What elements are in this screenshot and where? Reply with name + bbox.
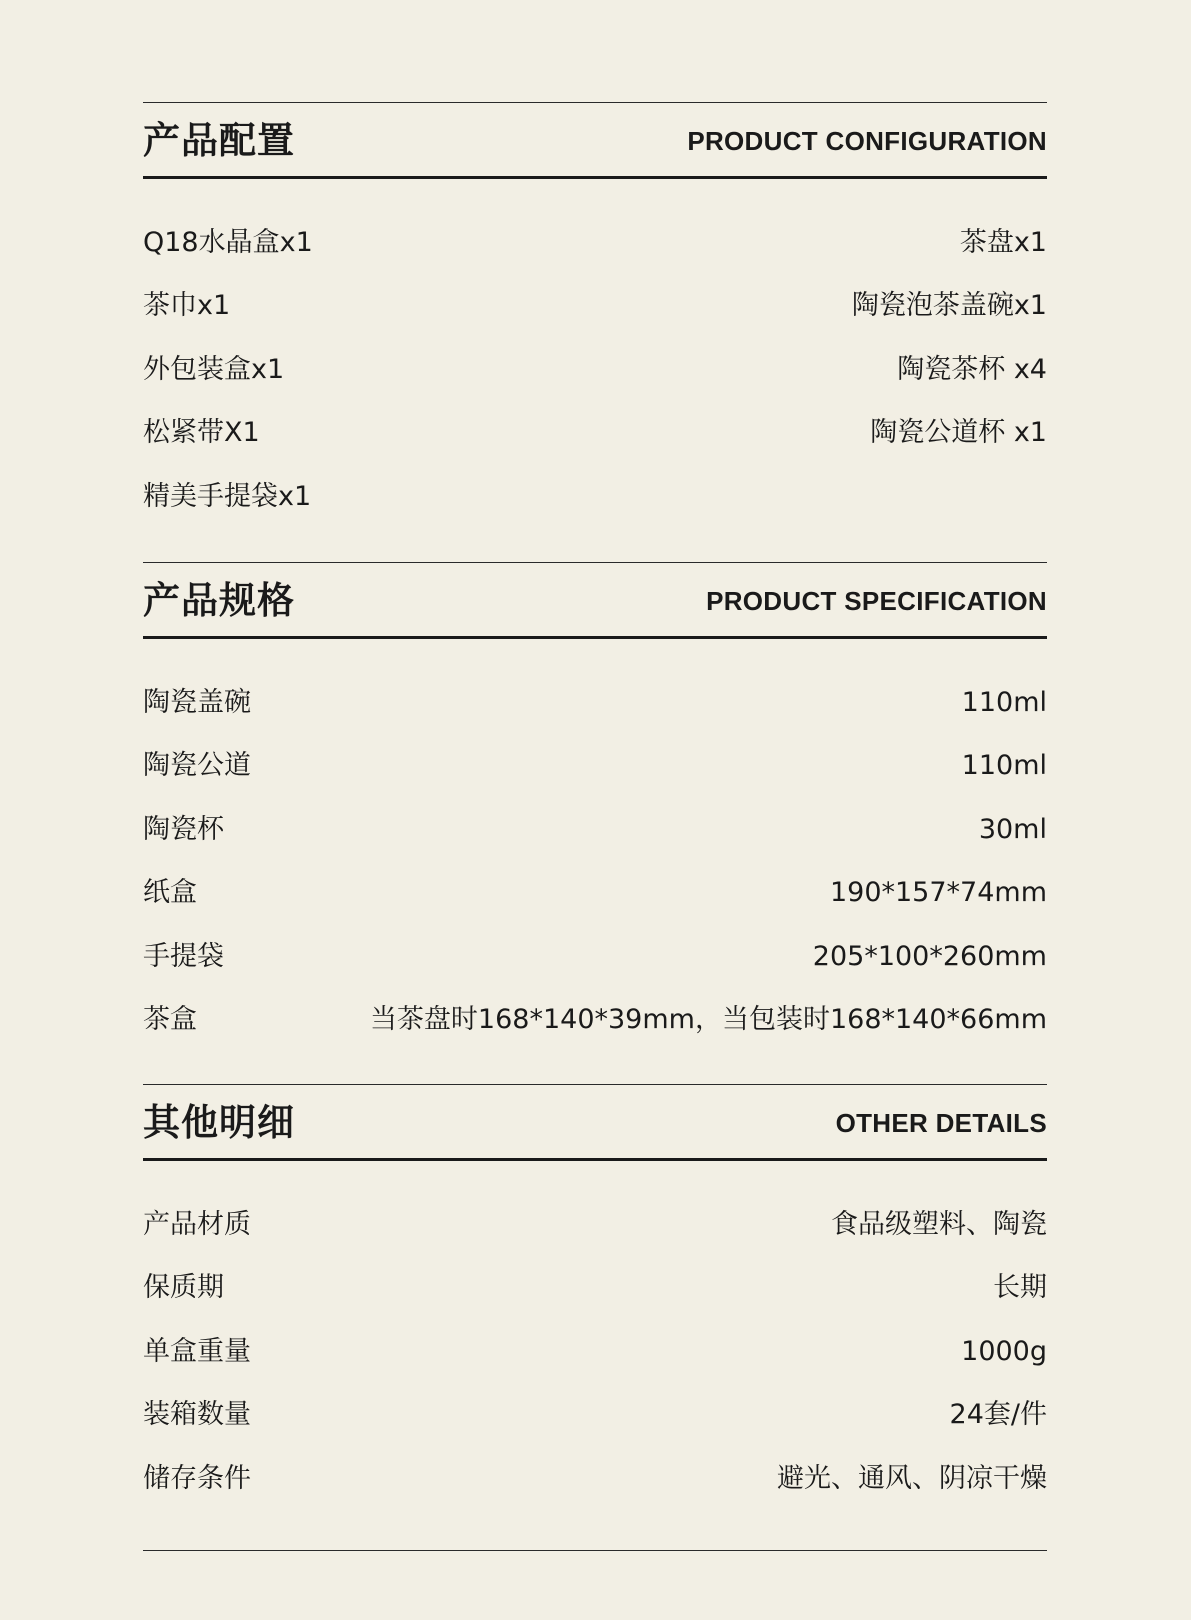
row-label: 储存条件 [143, 1463, 251, 1494]
table-row [143, 746, 1047, 786]
table-row [143, 477, 1047, 517]
section-title-en: PRODUCT CONFIGURATION [687, 126, 1047, 156]
row-value: 30ml [978, 814, 1047, 845]
section-header-rule [143, 1158, 1047, 1161]
row-value: 205*100*260mm [812, 941, 1047, 972]
row-value: 食品级塑料、陶瓷 [831, 1209, 1047, 1240]
section-top-rule [143, 102, 1047, 103]
table-row [143, 1459, 1047, 1499]
row-label: 纸盒 [143, 877, 197, 908]
table-row [143, 937, 1047, 977]
row-value: 24套/件 [949, 1399, 1047, 1430]
section-header-rule [143, 636, 1047, 639]
row-label: 茶盒 [143, 1004, 197, 1035]
row-label: 单盒重量 [143, 1336, 251, 1367]
section-title-en: PRODUCT SPECIFICATION [706, 586, 1047, 616]
row-label: 精美手提袋x1 [143, 481, 312, 512]
row-label: 手提袋 [143, 941, 224, 972]
table-row [143, 413, 1047, 453]
table-row [143, 1268, 1047, 1308]
row-value: 1000g [961, 1336, 1047, 1367]
row-value: 陶瓷茶杯 x4 [897, 354, 1047, 385]
row-label: 松紧带X1 [143, 417, 260, 448]
row-value: 110ml [961, 687, 1047, 718]
row-value: 陶瓷泡茶盖碗x1 [851, 290, 1047, 321]
row-value: 茶盘x1 [959, 227, 1047, 258]
row-value: 陶瓷公道杯 x1 [870, 417, 1047, 448]
section-other-details [143, 1084, 1047, 1504]
table-row [143, 223, 1047, 263]
row-label: 陶瓷杯 [143, 814, 224, 845]
table-row [143, 350, 1047, 390]
table-row [143, 1332, 1047, 1372]
row-label: Q18水晶盒x1 [143, 227, 313, 258]
table-row [143, 1000, 1047, 1040]
row-label: 外包装盒x1 [143, 354, 285, 385]
section-top-rule [143, 1084, 1047, 1085]
table-row [143, 1205, 1047, 1245]
row-label: 陶瓷盖碗 [143, 687, 251, 718]
section-title-cn: 产品规格 [143, 579, 295, 622]
table-row [143, 1395, 1047, 1435]
table-row [143, 873, 1047, 913]
row-value: 长期 [993, 1272, 1047, 1303]
row-label: 保质期 [143, 1272, 224, 1303]
table-row [143, 810, 1047, 850]
section-header-rule [143, 176, 1047, 179]
section-product-configuration [143, 102, 1047, 522]
section-product-specification [143, 562, 1047, 1042]
section-title-cn: 产品配置 [143, 119, 295, 162]
table-row [143, 286, 1047, 326]
row-value: 避光、通风、阴凉干燥 [777, 1463, 1047, 1494]
row-label: 装箱数量 [143, 1399, 251, 1430]
row-value: 190*157*74mm [829, 877, 1047, 908]
row-label: 茶巾x1 [143, 290, 231, 321]
section-top-rule [143, 562, 1047, 563]
section-title-en: OTHER DETAILS [835, 1108, 1047, 1138]
row-value: 110ml [961, 750, 1047, 781]
section-title-cn: 其他明细 [143, 1101, 295, 1144]
bottom-rule [143, 1550, 1047, 1551]
row-label: 产品材质 [143, 1209, 251, 1240]
row-label: 陶瓷公道 [143, 750, 251, 781]
table-row [143, 683, 1047, 723]
row-value: 当茶盘时168*140*39mm，当包装时168*140*66mm [369, 1004, 1047, 1035]
